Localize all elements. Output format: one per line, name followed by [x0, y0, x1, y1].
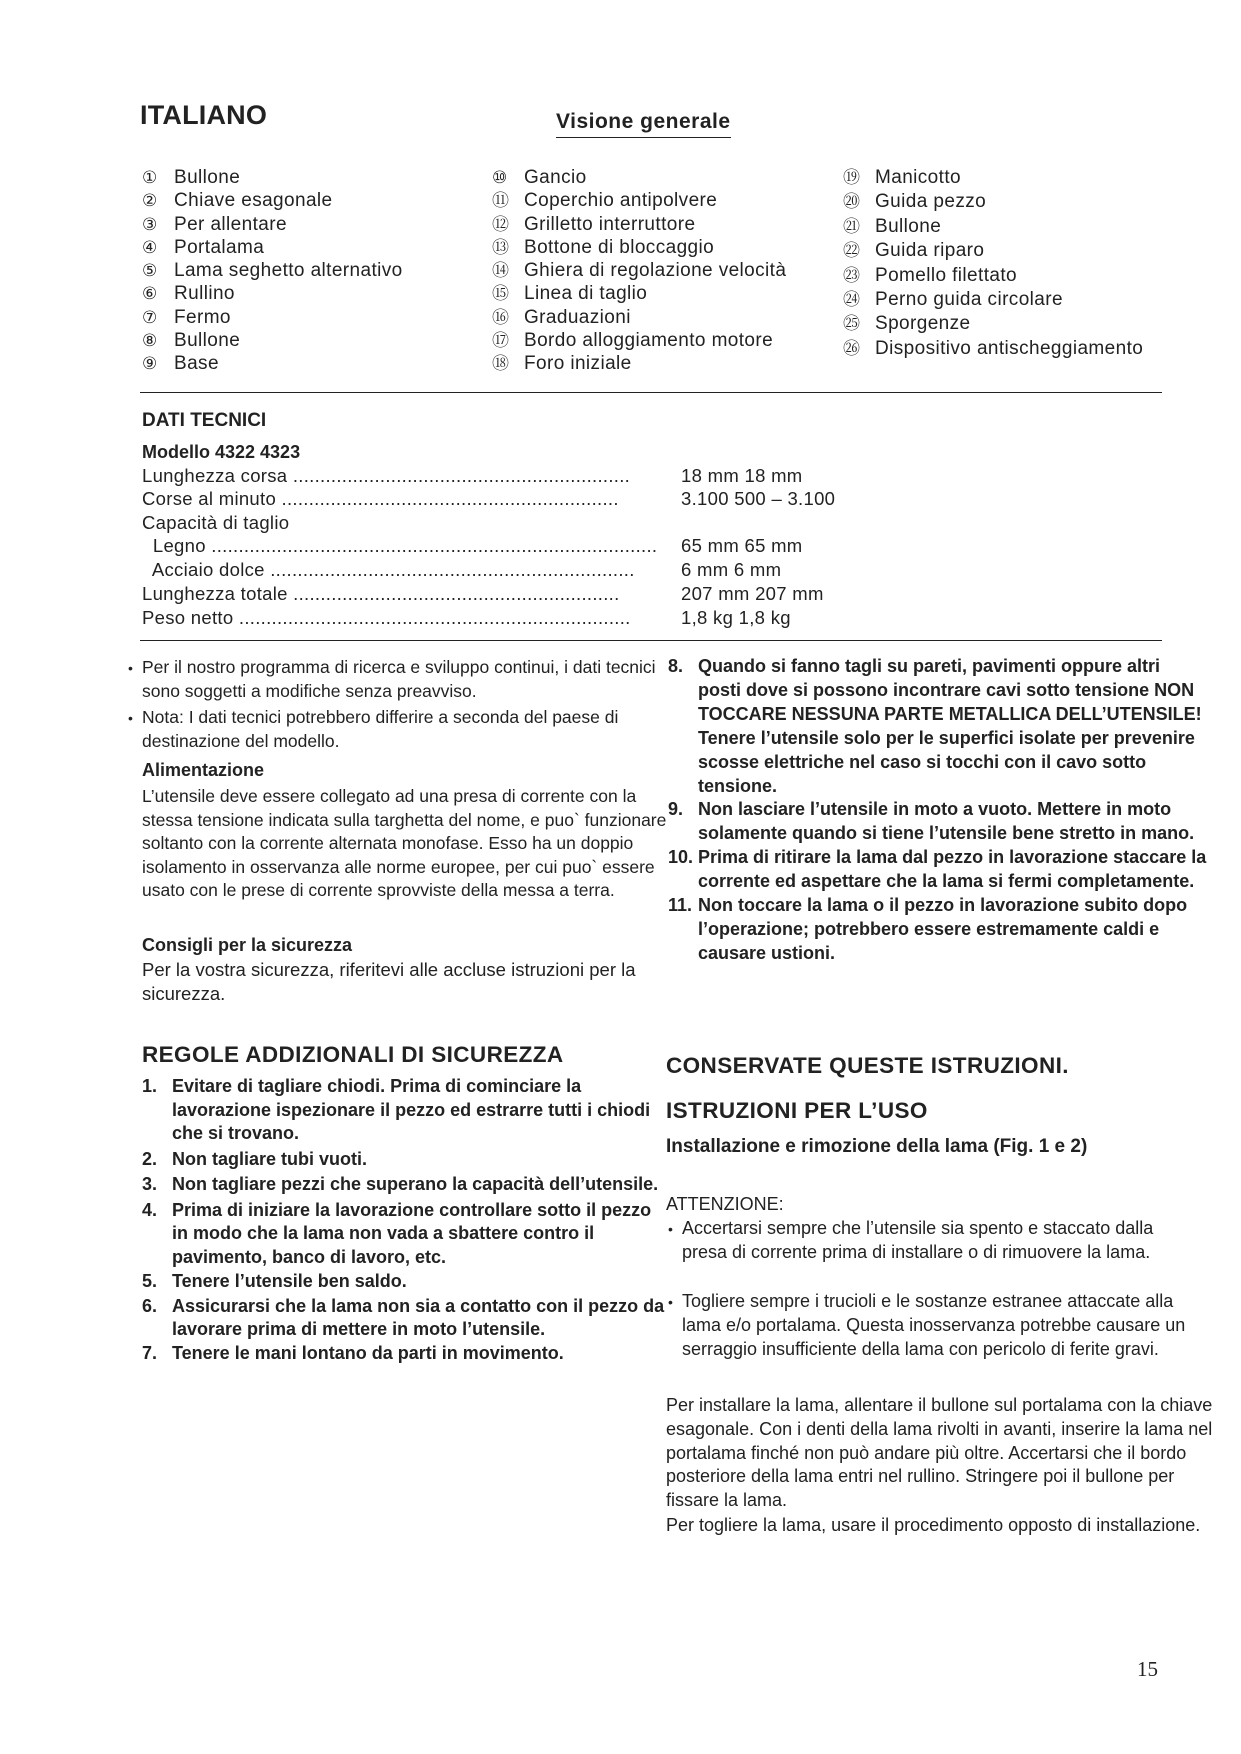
spec-label: Lunghezza totale [142, 583, 294, 604]
rule-text: Tenere le mani lontano da parti in movimento. [172, 1342, 564, 1363]
legend-item [142, 166, 403, 189]
legend-label: Base [174, 353, 219, 375]
rule-item [668, 798, 1208, 846]
spec-value: 65 mm 65 mm [681, 535, 803, 556]
spec-label: Corse al minuto [142, 488, 282, 509]
rule-text: Assicurarsi che la lama non sia a contatto con il pezzo da lavorare prima di mettere in moto l’utensile. [172, 1295, 665, 1339]
legend-item [492, 166, 786, 189]
legend-item [142, 352, 403, 375]
legend-label: Bottone di bloccaggio [524, 236, 715, 258]
legend-label: Coperchio antipolvere [524, 190, 718, 212]
power-title: Alimentazione [142, 760, 265, 780]
legend-number: ㉕ [843, 314, 861, 334]
legend-item [843, 337, 1143, 361]
legend-label: Bullone [875, 215, 942, 237]
spec-label: Peso netto [142, 607, 239, 628]
legend-item [142, 306, 403, 329]
legend-number: ⑰ [492, 331, 510, 351]
legend-label: Bordo alloggiamento motore [524, 330, 774, 352]
rule-text: Non lasciare l’utensile in moto a vuoto. Mettere in moto solamente quando si tiene l’utensile bene stretto in mano. [698, 799, 1195, 844]
legend-label: Portalama [174, 236, 265, 258]
legend-number: ⑫ [492, 214, 510, 234]
power-text: L’utensile deve essere collegato ad una presa di corrente con la stessa tensione indicata sulla targhetta del nome, e puo` funzionare soltanto con la corrente alternata monofase. Esso ha un doppio isolamento in osservanza alle norme europee, per cui puo` essere usato con le prese di corrente sprovviste della messa a terra. [142, 786, 667, 900]
legend-number: ⑪ [492, 191, 510, 211]
legend-number: ㉑ [843, 216, 861, 236]
legend-item [843, 312, 1143, 336]
rule-item [142, 1173, 672, 1197]
legend-number: ⑧ [142, 331, 158, 351]
spec-leader: ................................................................... [270, 559, 635, 580]
caution-bullet-2: • Togliere sempre i trucioli e le sostanze estranee attaccate alla lama e/o portalama. Questa inosservanza potrebbe causare un serraggio insufficiente della lama con pericolo di ferite gravi. [682, 1290, 1187, 1361]
spec-row [142, 512, 892, 534]
legend-item [492, 306, 786, 329]
rule-text: Prima di ritirare la lama dal pezzo in lavorazione staccare la corrente ed aspettare che la lama si fermi completamente. [698, 847, 1207, 892]
divider [140, 640, 1162, 641]
rule-item [142, 1199, 672, 1270]
rule-item [668, 655, 1208, 798]
legend-item [142, 259, 403, 282]
caution-label: ATTENZIONE: [666, 1194, 784, 1214]
rules-title: REGOLE ADDIZIONALI DI SICUREZZA [142, 1042, 564, 1067]
rule-item [142, 1148, 672, 1172]
usage-subtitle: Installazione e rimozione della lama (Fig. 1 e 2) [666, 1136, 1088, 1157]
remove-paragraph: Per togliere la lama, usare il procedimento opposto di installazione. [666, 1515, 1201, 1535]
legend-item [843, 264, 1143, 288]
conserve-heading: CONSERVATE QUESTE ISTRUZIONI. [666, 1053, 1069, 1078]
rule-number: 8. [668, 656, 684, 676]
language-heading: ITALIANO [140, 100, 268, 130]
legend-label: Linea di taglio [524, 283, 648, 305]
legend-item [492, 282, 786, 305]
legend-label: Sporgenze [875, 313, 971, 335]
legend-number: ㉓ [843, 265, 861, 285]
note-research: • Per il nostro programma di ricerca e sviluppo continui, i dati tecnici sono soggetti a modifiche senza preavviso. [142, 655, 672, 703]
legend-column-3 [843, 166, 1143, 361]
legend-label: Dispositivo antischeggiamento [875, 337, 1144, 359]
specs-title: DATI TECNICI [142, 410, 267, 431]
legend-number: ⑱ [492, 354, 510, 374]
rule-text: Evitare di tagliare chiodi. Prima di cominciare la lavorazione ispezionare il pezzo ed estrarre tutti i chiodi che si trovano. [172, 1076, 651, 1143]
legend-number: ⑬ [492, 237, 510, 257]
legend-number: ⑨ [142, 354, 158, 374]
safety-title: Consigli per la sicurezza [142, 935, 353, 955]
section-title: Visione generale [556, 110, 731, 138]
legend-label: Chiave esagonale [174, 190, 333, 212]
rule-item [142, 1270, 672, 1294]
rule-number: 4. [142, 1199, 158, 1220]
spec-label: Legno [142, 535, 212, 556]
legend-item [843, 166, 1143, 190]
spec-leader: .............................................................. [292, 465, 631, 486]
legend-label: Manicotto [875, 167, 961, 188]
legend-number: ⑩ [492, 168, 508, 187]
rule-text: Non tagliare pezzi che superano la capacità dell’utensile. [172, 1174, 659, 1194]
legend-item [843, 288, 1143, 312]
spec-leader: ............................................................ [293, 583, 620, 604]
divider [140, 392, 1162, 393]
spec-label: Acciaio dolce [142, 559, 271, 580]
legend-item [843, 190, 1143, 214]
legend-item [142, 236, 403, 259]
spec-label: Lunghezza corsa [142, 465, 293, 486]
legend-column-1 [142, 166, 403, 376]
legend-item [142, 329, 403, 352]
legend-label: Pomello filettato [875, 264, 1017, 286]
legend-item [142, 282, 403, 305]
legend-label: Graduazioni [524, 306, 631, 328]
spec-value: 6 mm 6 mm [681, 559, 782, 580]
spec-row [142, 583, 892, 605]
spec-row [142, 465, 892, 487]
rule-item [142, 1342, 672, 1366]
legend-label: Per allentare [174, 213, 287, 235]
legend-label: Ghiera di regolazione velocità [524, 260, 787, 282]
install-paragraph: Per installare la lama, allentare il bullone sul portalama con la chiave esagonale. Con i denti della lama rivolti in avanti, inserire la lama nel portalama finché non può andare più oltre. Accertarsi che il bordo posteriore della lama entri nel rullino. Stringere poi il bullone per fissare la lama. [666, 1395, 1213, 1511]
spec-row [142, 559, 892, 581]
rule-text: Quando si fanno tagli su pareti, pavimenti oppure altri posti dove si possono incontrare cavi sotto tensione NON TOCCARE NESSUNA PARTE METALLICA DELL’UTENSILE! Tenere l’utensile solo per le superfici isolate per prevenire scosse elettriche nel caso si tocchi con il cavo sotto tensione. [698, 656, 1202, 796]
legend-label: Guida riparo [875, 240, 985, 262]
legend-number: ⑭ [492, 261, 510, 281]
legend-item [843, 215, 1143, 239]
legend-label: Perno guida circolare [875, 289, 1063, 311]
legend-number: ① [142, 168, 158, 187]
rule-text: Tenere l’utensile ben saldo. [172, 1271, 407, 1291]
legend-number: ⑮ [492, 284, 510, 304]
legend-item [492, 236, 786, 259]
rule-item [142, 1075, 672, 1146]
caution-bullet-1: • Accertarsi sempre che l’utensile sia spento e staccato dalla presa di corrente prima di installare o di rimuovere la lama. [682, 1217, 1187, 1265]
spec-leader: ........................................................................ [238, 607, 631, 628]
rule-item [668, 894, 1208, 966]
legend-number: ⑦ [142, 307, 158, 327]
spec-row [142, 488, 892, 510]
note-destination: • Nota: I dati tecnici potrebbero differire a seconda del paese di destinazione del modello. [142, 705, 672, 753]
legend-column-2 [492, 166, 786, 376]
legend-item [492, 189, 786, 212]
legend-number: ⑥ [142, 284, 158, 304]
legend-number: ㉖ [843, 338, 861, 358]
spec-value: 18 mm 18 mm [681, 465, 803, 486]
rule-item [668, 846, 1208, 894]
legend-number: ㉒ [843, 241, 861, 261]
spec-value: 207 mm 207 mm [681, 583, 824, 604]
legend-label: Gancio [524, 167, 587, 188]
legend-item [492, 213, 786, 236]
legend-label: Bullone [174, 330, 241, 352]
rule-text: Non tagliare tubi vuoti. [172, 1148, 368, 1169]
legend-number: ⑯ [492, 307, 510, 327]
rule-number: 7. [142, 1342, 158, 1363]
legend-label: Guida pezzo [875, 191, 987, 213]
rule-text: Non toccare la lama o il pezzo in lavorazione subito dopo l’operazione; potrebbero essere estremamente caldi e causare ustioni. [698, 895, 1188, 963]
safety-text: Per la vostra sicurezza, riferitevi alle accluse istruzioni per la sicurezza. [142, 959, 636, 1004]
legend-item [492, 352, 786, 375]
legend-number: ⑳ [843, 192, 861, 212]
spec-leader [289, 512, 673, 534]
legend-label: Lama seghetto alternativo [174, 260, 403, 282]
usage-title: ISTRUZIONI PER L’USO [666, 1098, 928, 1123]
specs-model-header: Modello 4322 4323 [142, 442, 301, 462]
rule-number: 10. [668, 847, 694, 868]
legend-item [492, 329, 786, 352]
legend-item [843, 239, 1143, 263]
rule-number: 5. [142, 1271, 158, 1291]
spec-leader: .............................................................. [281, 488, 619, 509]
rule-text: Prima di iniziare la lavorazione controllare sotto il pezzo in modo che la lama non vada a sbattere contro il pavimento, banco di lavoro, etc. [172, 1199, 652, 1267]
spec-label: Capacità di taglio [142, 512, 290, 533]
legend-number: ② [142, 191, 158, 211]
rule-number: 1. [142, 1076, 158, 1096]
rule-item [142, 1295, 672, 1342]
legend-number: ③ [142, 214, 158, 234]
spec-row [142, 607, 892, 629]
legend-label: Rullino [174, 283, 235, 305]
rule-number: 6. [142, 1295, 158, 1316]
rule-number: 3. [142, 1174, 158, 1194]
legend-number: ④ [142, 237, 158, 257]
legend-item [142, 213, 403, 236]
rule-number: 2. [142, 1148, 158, 1169]
legend-label: Fermo [174, 306, 231, 328]
rules-list-right [668, 655, 1208, 966]
spec-leader: .................................................................................. [211, 535, 658, 556]
legend-item [142, 189, 403, 212]
legend-number: ㉔ [843, 290, 861, 310]
legend-label: Bullone [174, 167, 241, 188]
legend-label: Foro iniziale [524, 353, 632, 375]
spec-row [142, 535, 892, 557]
rules-list-left [142, 1075, 672, 1365]
spec-value: 1,8 kg 1,8 kg [681, 607, 791, 628]
rule-number: 11. [668, 895, 693, 916]
legend-label: Grilletto interruttore [524, 213, 696, 235]
legend-number: ⑲ [843, 168, 861, 187]
page-number: 15 [1137, 1657, 1158, 1681]
legend-item [492, 259, 786, 282]
rule-number: 9. [668, 799, 684, 820]
spec-value: 3.100 500 – 3.100 [681, 488, 836, 509]
legend-number: ⑤ [142, 261, 158, 281]
